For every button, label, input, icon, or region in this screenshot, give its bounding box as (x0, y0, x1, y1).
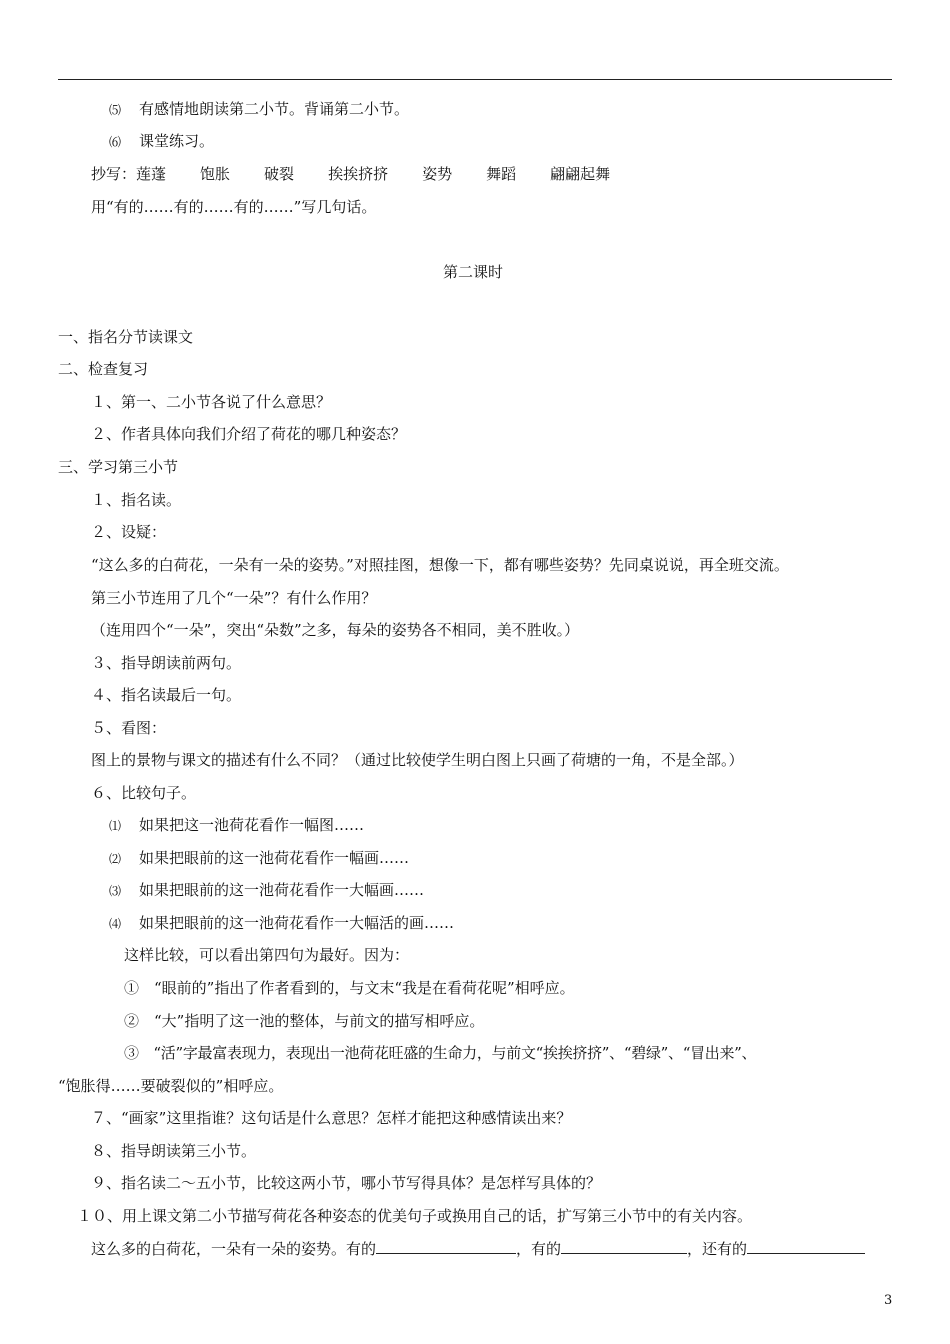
page-number: 3 (884, 1293, 893, 1308)
copy-word: 莲蓬 (136, 165, 167, 183)
compare-num: ⑴ (109, 819, 122, 833)
copy-word: 饱胀 (200, 165, 231, 183)
reason: ② “大”指明了这一池的整体，与前文的描写相呼应。 (124, 1012, 485, 1030)
heading-3: 三、学习第三小节 (58, 458, 179, 476)
item-6-num: ⑹ (109, 135, 122, 149)
fill-mid-2: ，还有的 (687, 1240, 748, 1258)
section-title: 第二课时 (443, 263, 504, 281)
step-9: ９、指名读二～五小节，比较这两小节，哪小节写得具体？是怎样写具体的？ (91, 1174, 602, 1192)
fill-mid-1: ，有的 (516, 1240, 562, 1258)
step-8: ８、指导朗读第三小节。 (91, 1142, 257, 1160)
copy-word: 挨挨挤挤 (328, 165, 389, 183)
item-5-num: ⑸ (109, 103, 122, 117)
item-5 (109, 99, 409, 120)
step-6: ６、比较句子。 (91, 784, 197, 802)
compare-text: 如果把这一池荷花看作一幅图…… (139, 816, 365, 834)
copy-word: 舞蹈 (486, 165, 517, 183)
compare-conclusion: 这样比较，可以看出第四句为最好。因为： (124, 946, 410, 964)
header-rule (58, 79, 892, 80)
reason: ① “眼前的”指出了作者看到的，与文末“我是在看荷花呢”相呼应。 (124, 979, 575, 997)
compare-sentence (109, 913, 454, 934)
item-6-text: 课堂练习。 (139, 132, 215, 150)
compare-num: ⑶ (109, 884, 122, 898)
step-5: ５、看图： (91, 719, 167, 737)
review-q2: ２、作者具体向我们介绍了荷花的哪几种姿态？ (91, 425, 407, 443)
compare-sentence (109, 848, 409, 869)
step-1: １、指名读。 (91, 491, 182, 509)
compare-num: ⑷ (109, 917, 122, 931)
heading-2: 二、检查复习 (58, 360, 149, 378)
heading-1: 一、指名分节读课文 (58, 328, 194, 346)
step-4: ４、指名读最后一句。 (91, 686, 242, 704)
copy-label: 抄写： (91, 165, 137, 183)
fill-blank-3[interactable] (747, 1239, 865, 1254)
step-7: ７、“画家”这里指谁？这句话是什么意思？怎样才能把这种感情读出来？ (91, 1109, 572, 1127)
item-5-text: 有感情地朗读第二小节。背诵第二小节。 (139, 100, 410, 118)
compare-text: 如果把眼前的这一池荷花看作一大幅活的画…… (139, 914, 455, 932)
step-2-answer: （连用四个“一朵”，突出“朵数”之多，每朵的姿势各不相同，美不胜收。） (91, 621, 580, 639)
compare-sentence (109, 815, 364, 836)
fill-blank-2[interactable] (561, 1239, 687, 1254)
copy-words-line (91, 164, 610, 184)
step-2: ２、设疑： (91, 523, 167, 541)
copy-word: 翩翩起舞 (550, 165, 611, 183)
fill-in-sentence (91, 1239, 865, 1259)
step-2-prompt: “这么多的白荷花，一朵有一朵的姿势。”对照挂图，想像一下，都有哪些姿势？先同桌说说，再全班交流。 (91, 556, 789, 574)
copy-word: 姿势 (422, 165, 453, 183)
step-3: ３、指导朗读前两句。 (91, 654, 242, 672)
use-sentence: 用“有的……有的……有的……”写几句话。 (91, 198, 377, 216)
compare-text: 如果把眼前的这一池荷花看作一幅画…… (139, 849, 410, 867)
reason: ③ “活”字最富表现力，表现出一池荷花旺盛的生命力，与前文“挨挨挤挤”、“碧绿”、“冒出来”、 (124, 1044, 757, 1062)
fill-lead: 这么多的白荷花，一朵有一朵的姿势。有的 (91, 1240, 377, 1258)
review-q1: １、第一、二小节各说了什么意思？ (91, 393, 332, 411)
reason-continued: “饱胀得……要破裂似的”相呼应。 (58, 1077, 284, 1095)
compare-num: ⑵ (109, 852, 122, 866)
fill-blank-1[interactable] (376, 1239, 516, 1254)
copy-word: 破裂 (264, 165, 295, 183)
compare-sentence (109, 880, 424, 901)
compare-text: 如果把眼前的这一池荷花看作一大幅画…… (139, 881, 425, 899)
step-10: １０、用上课文第二小节描写荷花各种姿态的优美句子或换用自己的话，扩写第三小节中的有关内容。 (77, 1207, 753, 1225)
step-5-text: 图上的景物与课文的描述有什么不同？（通过比较使学生明白图上只画了荷塘的一角，不是全部。） (91, 751, 744, 769)
step-2-question: 第三小节连用了几个“一朵”？有什么作用？ (91, 589, 377, 607)
item-6 (109, 131, 214, 152)
